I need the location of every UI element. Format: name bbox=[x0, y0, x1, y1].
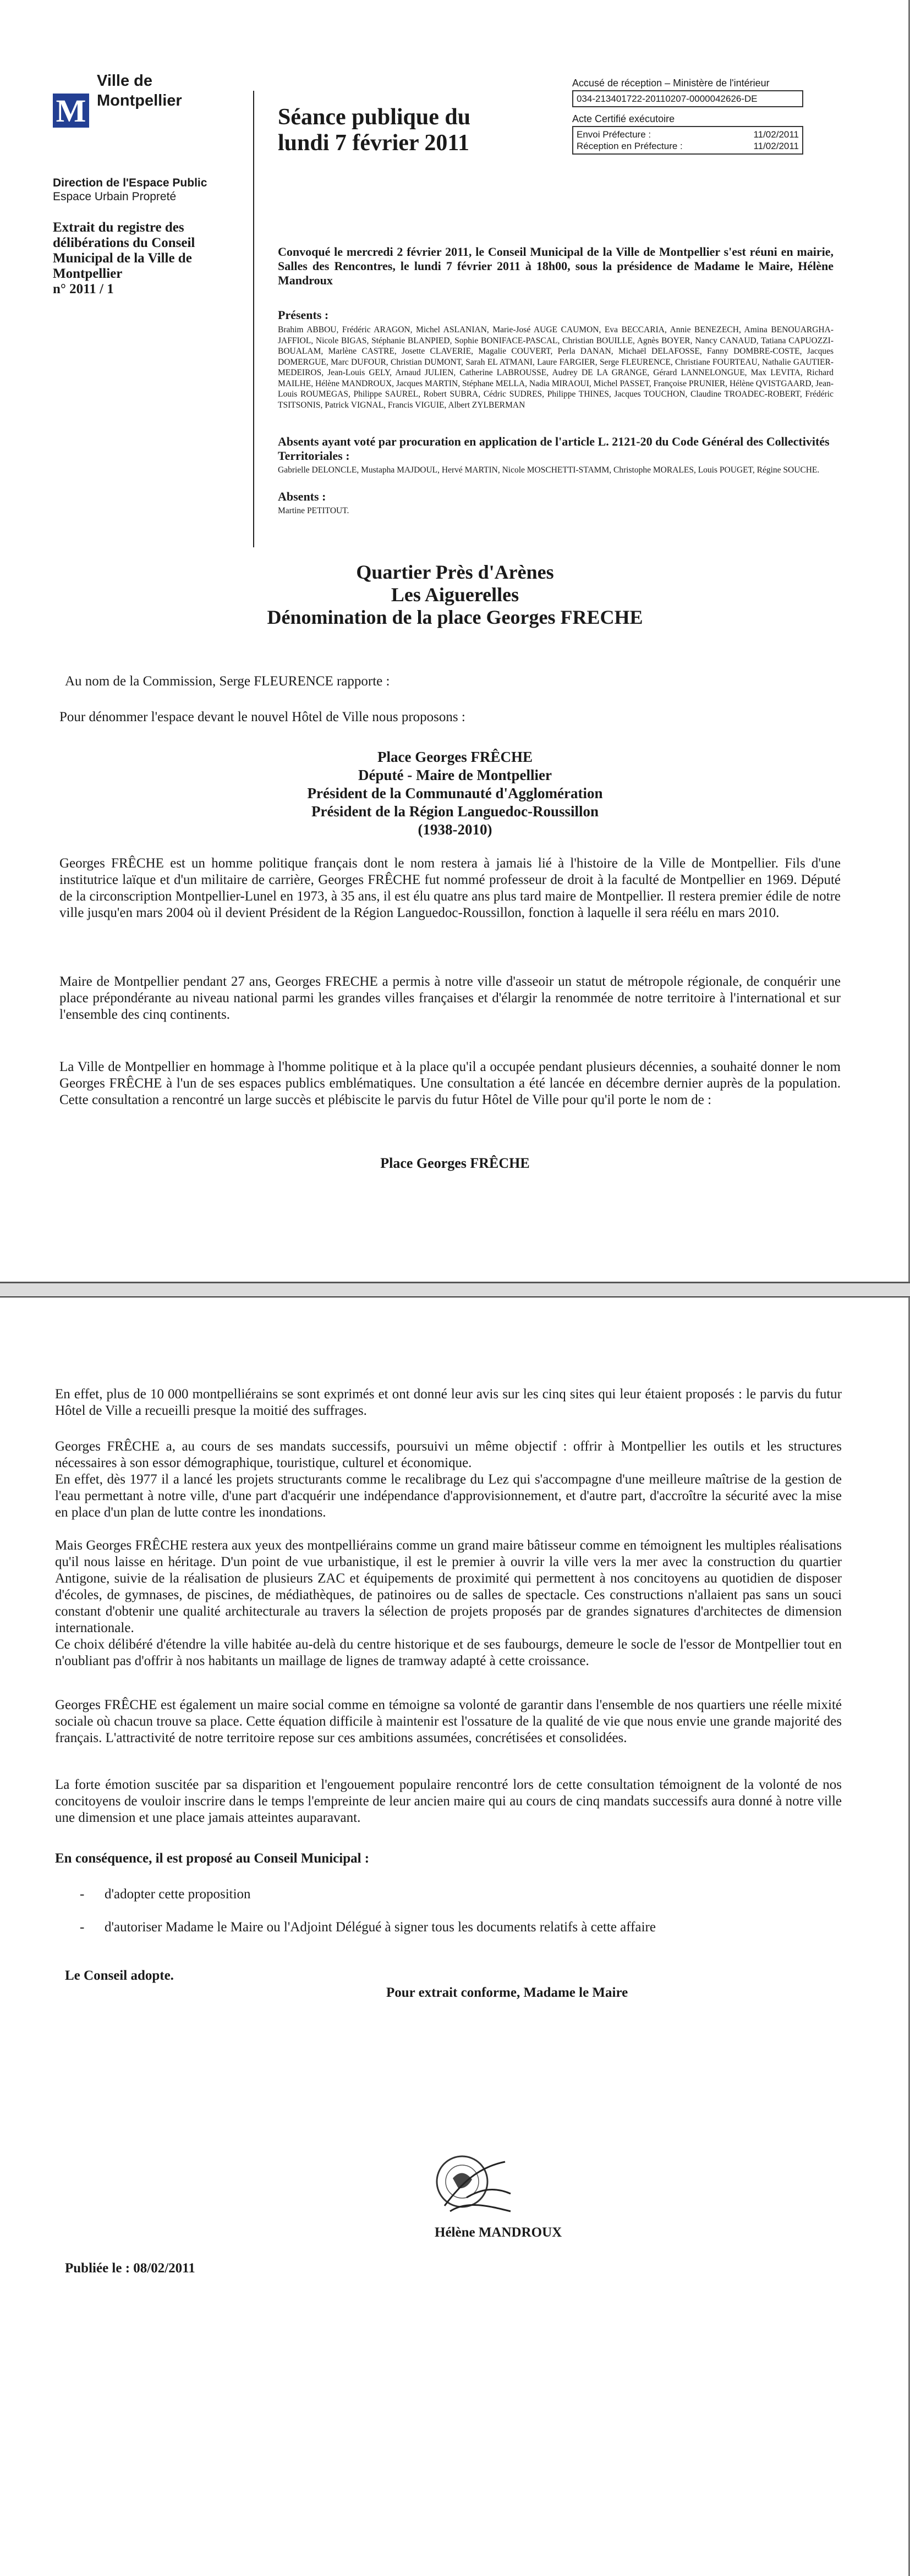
direction-title: Direction de l'Espace Public bbox=[53, 177, 207, 189]
presents-heading: Présents : bbox=[278, 308, 329, 322]
publication-date: Publiée le : 08/02/2011 bbox=[65, 2261, 195, 2276]
logo-m-icon: M bbox=[53, 94, 89, 128]
consequence-heading: En conséquence, il est proposé au Conseil Municipal : bbox=[55, 1851, 370, 1866]
stamp-accuse-id: 034-213401722-20110207-0000042626-DE bbox=[572, 90, 803, 107]
place-title-region: Président de la Région Languedoc-Roussillon bbox=[311, 803, 599, 820]
paragraph-votes: En effet, plus de 10 000 montpelliérains se sont exprimés et ont donné leur avis sur les cinq sites qui leur étaient proposés : le parvis du futur Hôtel de Ville a recueilli presque la moitié des suffrages. bbox=[55, 1387, 842, 1418]
paragraph-biography: Georges FRÊCHE est un homme politique français dont le nom restera à jamais lié à l'histoire de la Ville de Montpellier. Fils d'une institutrice laïque et d'un militaire de carrière, Georges FRÊCHE fut nommé professeur de droit à la faculté de Montpellier en 1969. Député de la circonscription Montpellier-Lunel en 1973, à 35 ans, il est élu quatre ans plus tard maire de Montpellier. Il restera premier édile de notre ville jusqu'en mars 2004 où il devient Président de la Région Languedoc-Roussillon, fonction à laquelle il sera réélu en mars 2010. bbox=[59, 856, 841, 920]
proxy-absents-heading: Absents ayant voté par procuration en application de l'article L. 2121-20 du Code Général des Collectivités Territoriales : bbox=[278, 435, 830, 463]
extract-block bbox=[53, 220, 234, 297]
place-name: Place Georges FRÊCHE bbox=[377, 749, 533, 765]
logo-text-line2: Montpellier bbox=[97, 92, 182, 109]
council-adopts: Le Conseil adopte. bbox=[65, 1968, 174, 1983]
direction-subtitle: Espace Urbain Propreté bbox=[53, 190, 177, 203]
direction-block bbox=[53, 176, 234, 204]
subject-line3: Dénomination de la place Georges FRECHE bbox=[267, 606, 643, 628]
official-seal-icon bbox=[428, 2145, 516, 2228]
signatory-name: Hélène MANDROUX bbox=[435, 2225, 562, 2240]
list-dash: - bbox=[80, 1887, 85, 1902]
extract-title: Extrait du registre des délibérations du Conseil Municipal de la Ville de Montpellier bbox=[53, 220, 195, 281]
place-title-agglo: Président de la Communauté d'Agglomération bbox=[307, 785, 603, 801]
logo-text-line1: Ville de bbox=[97, 72, 153, 90]
paragraph-lez: En effet, dès 1977 il a lancé les projets structurants comme le recalibrage du Lez qui s'accompagne d'une meilleure maîtrise de la gestion de l'eau permettant à notre ville, d'une part d'acquérir une indépendance d'approvisionnement, et d'autre part, d'accroître la sécurité avec la mise en place d'un plan de lutte contre les inondations. bbox=[55, 1472, 842, 1520]
list-item bbox=[80, 1887, 251, 1902]
paragraph-objective: Georges FRÊCHE a, au cours de ses mandats successifs, poursuivi un même objectif : offrir à Montpellier les outils et les structures nécessaires à son essor démographique, touristique, culturel et économique. bbox=[55, 1439, 842, 1470]
session-title-line2: lundi 7 février 2011 bbox=[278, 130, 470, 156]
place-dates: (1938-2010) bbox=[418, 821, 492, 838]
presents-list: Brahim ABBOU, Frédéric ARAGON, Michel ASLANIAN, Marie-José AUGE CAUMON, Eva BECCARIA, Annie BENEZECH, Amina BENOUARGHA-JAFFIOL, Nicole BIGAS, Stéphanie BLANPIED, Sophie BONIFACE-PASCAL, Christian BOUILLE, Agnès BOYER, Nancy CANAUD, Tatiana CAPUOZZI-BOUALAM, Marlène CASTRE, Josette CLAVERIE, Magalie COUVERT, Perla DANAN, Michaël DELAFOSSE, Fanny DOMBRE-COSTE, Jacques DOMERGUE, Marc DUFOUR, Christian DUMONT, Sarah EL ATMANI, Laure FARGIER, Serge FLEURENCE, Christiane FOURTEAU, Nathalie GAUTIER-MEDEIROS, Jean-Louis GELY, Arnaud JULIEN, Catherine LABROUSSE, Audrey DE LA GRANGE, Gérard LANNELONGUE, Max LEVITA, Richard MAILHE, Hélène MANDROUX, Jacques MARTIN, Stéphane MELLA, Nadia MIRAOUI, Michel PASSET, Françoise PRUNIER, Hélène QVISTGAARD, Jean-Louis ROUMEGAS, Philippe SAUREL, Robert SUBRA, Cédric SUDRES, Philippe THINES, Jacques TOUCHON, Claudine TROADEC-ROBERT, Frédéric TSITSONIS, Patrick VIGNAL, Francis VIGUIE, Albert ZYLBERMAN bbox=[278, 325, 834, 410]
absents-list: Martine PETITOUT. bbox=[278, 506, 349, 515]
stamp-reception-date: 11/02/2011 bbox=[753, 141, 799, 151]
session-title bbox=[278, 105, 470, 156]
stamp-accuse-label: Accusé de réception – Ministère de l'intérieur bbox=[572, 78, 770, 89]
stamp-envoi-label: Envoi Préfecture : bbox=[577, 129, 651, 140]
place-name-final: Place Georges FRÊCHE bbox=[380, 1155, 530, 1171]
proposal-intro: Pour dénommer l'espace devant le nouvel Hôtel de Ville nous proposons : bbox=[59, 710, 465, 724]
certified-extract-line: Pour extrait conforme, Madame le Maire bbox=[386, 1985, 628, 2000]
subject-line1: Quartier Près d'Arènes bbox=[356, 561, 554, 583]
stamp-envoi-date: 11/02/2011 bbox=[753, 129, 799, 140]
page-gap bbox=[0, 1283, 910, 1295]
list-item bbox=[80, 1920, 656, 1935]
deliberation-number: n° 2011 / 1 bbox=[53, 282, 114, 296]
paragraph-consultation: La Ville de Montpellier en hommage à l'homme politique et à la place qu'il a occupée pendant plusieurs décennies, a souhaité donner le nom Georges FRÊCHE à l'un de ses espaces publics emblématiques. Une consultation a été lancée en décembre dernier auprès de la population. Cette consultation a rencontré un large succès et plébiscite le parvis du futur Hôtel de Ville pour qu'il porte le nom de : bbox=[59, 1059, 841, 1107]
place-title-deputy: Député - Maire de Montpellier bbox=[358, 767, 552, 783]
rapporteur-line: Au nom de la Commission, Serge FLEURENCE rapporte : bbox=[65, 674, 390, 689]
subject-title bbox=[0, 561, 910, 629]
paragraph-builder: Mais Georges FRÊCHE restera aux yeux des montpelliérains comme un grand maire bâtisseur comme en témoignent les multiples réalisations qu'il nous laisse en héritage. D'un point de vue urbanistique, il est le premier à ouvrir la ville vers la mer avec la construction du quartier Antigone, suivie de la réalisation de plusieurs ZAC et équipements de proximité qui permettent à nos concitoyens au quotidien de disposer d'écoles, de gymnases, de piscines, de médiathèques, de patinoires ou de salles de spectacle. Ces constructions n'allaient pas sans un souci constant d'obtenir une qualité architecturale au travers la sélection de projets proposés par de grandes signatures d'architectes de dimension internationale. bbox=[55, 1538, 842, 1635]
session-title-line1: Séance publique du bbox=[278, 105, 471, 130]
stamp-acte-label: Acte Certifié exécutoire bbox=[572, 113, 675, 124]
stamp-reception-label: Réception en Préfecture : bbox=[577, 141, 683, 151]
list-item-text: d'adopter cette proposition bbox=[105, 1887, 251, 1902]
list-item-text: d'autoriser Madame le Maire ou l'Adjoint Délégué à signer tous les documents relatifs à cette affaire bbox=[105, 1920, 656, 1935]
proxy-absents-list: Gabrielle DELONCLE, Mustapha MAJDOUL, Hervé MARTIN, Nicole MOSCHETTI-STAMM, Christophe MORALES, Louis POUGET, Régine SOUCHE. bbox=[278, 465, 820, 475]
list-dash: - bbox=[80, 1920, 85, 1935]
absents-heading: Absents : bbox=[278, 490, 326, 503]
place-name-block bbox=[0, 748, 910, 839]
vertical-divider bbox=[253, 91, 254, 547]
stamp-dates-box bbox=[572, 126, 803, 155]
paragraph-tramway: Ce choix délibéré d'étendre la ville habitée au-delà du centre historique et de ses faubourgs, demeure le socle de l'essor de Montpellier tout en n'oubliant pas d'offrir à nos habitants un maillage de lignes de tramway adapté à cette croissance. bbox=[55, 1637, 842, 1668]
paragraph-mayor: Maire de Montpellier pendant 27 ans, Georges FRECHE a permis à notre ville d'asseoir un statut de métropole régionale, de conquérir une place prépondérante au niveau national parmi les grandes villes françaises et d'élargir la renommée de notre territoire à l'international et sur l'ensemble des cinq continents. bbox=[59, 974, 841, 1022]
paragraph-emotion: La forte émotion suscitée par sa disparition et l'engouement populaire rencontré lors de cette consultation témoignent de la volonté de nos concitoyens de vouloir inscrire dans le temps l'empreinte de leur ancien maire qui au cours de cinq mandats successifs aura donné à notre ville une dimension et une place jamais atteintes auparavant. bbox=[55, 1777, 842, 1825]
paragraph-social: Georges FRÊCHE est également un maire social comme en témoigne sa volonté de garantir dans l'ensemble de nos quartiers une réelle mixité sociale où chacun trouve sa place. Cette équation difficile à maintenir est l'ossature de la qualité de vie que nous envie une grande majorité des français. L'attractivité de notre territoire repose sur ces ambitions assumées, concrétisées et consolidées. bbox=[55, 1698, 842, 1745]
convocation-text: Convoqué le mercredi 2 février 2011, le Conseil Municipal de la Ville de Montpellier s'est réuni en mairie, Salles des Rencontres, le lundi 7 février 2011 à 18h00, sous la présidence de Madame le Maire, Hélène Mandroux bbox=[278, 245, 834, 287]
page-one bbox=[0, 0, 910, 1283]
reception-stamp bbox=[572, 77, 803, 160]
subject-line2: Les Aiguerelles bbox=[391, 584, 519, 606]
